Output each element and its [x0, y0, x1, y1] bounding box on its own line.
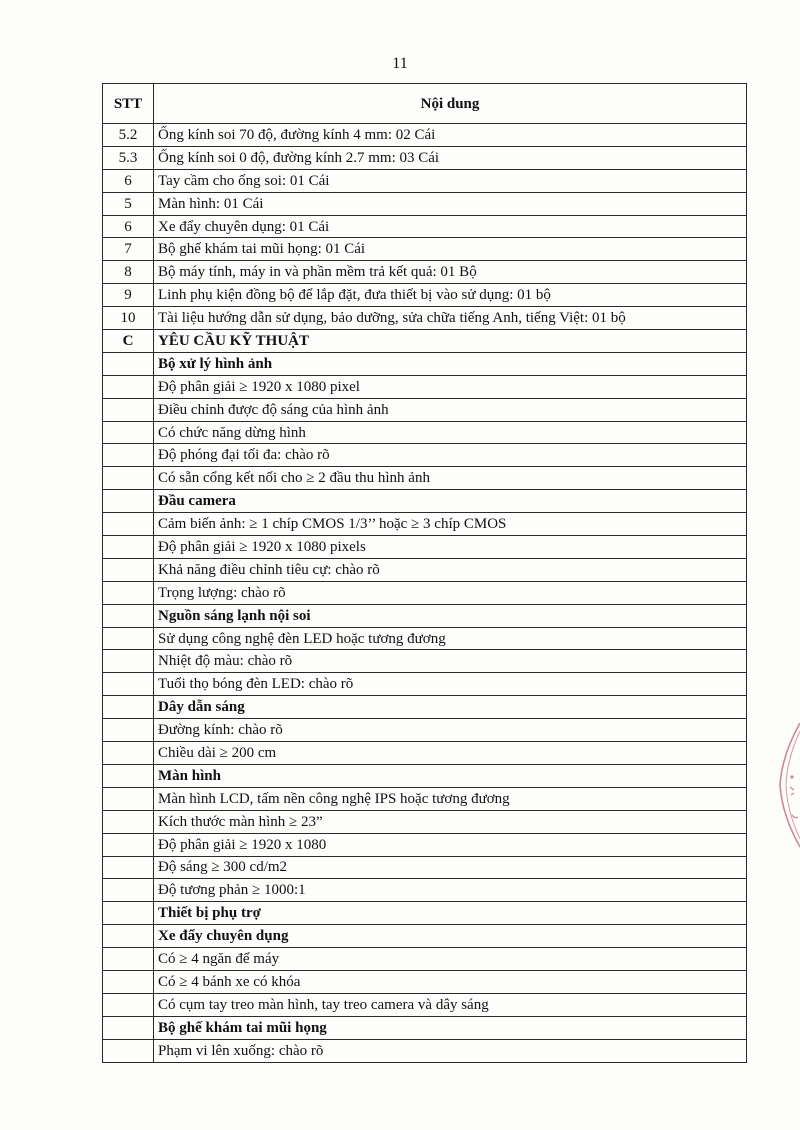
row-content: Bộ máy tính, máy in và phần mềm trả kết quả: 01 Bộ [154, 261, 747, 284]
seal-stamp-fragment [770, 715, 800, 855]
row-content: Chiều dài ≥ 200 cm [154, 742, 747, 765]
row-content: Đầu camera [154, 490, 747, 513]
row-content: Bộ ghế khám tai mũi họng [154, 1016, 747, 1039]
row-content: Bộ xử lý hình ảnh [154, 352, 747, 375]
header-content: Nội dung [154, 84, 747, 124]
row-content: Có cụm tay treo màn hình, tay treo camera và dây sáng [154, 993, 747, 1016]
table-row [103, 490, 747, 513]
row-stt [103, 925, 154, 948]
row-content: Nguồn sáng lạnh nội soi [154, 604, 747, 627]
table-row [103, 215, 747, 238]
row-content: Độ sáng ≥ 300 cd/m2 [154, 856, 747, 879]
table-row [103, 581, 747, 604]
row-stt [103, 490, 154, 513]
table-row [103, 604, 747, 627]
row-stt [103, 970, 154, 993]
row-content: Đường kính: chào rõ [154, 719, 747, 742]
row-content: Ống kính soi 70 độ, đường kính 4 mm: 02 Cái [154, 124, 747, 147]
table-row [103, 284, 747, 307]
row-content: Có chức năng dừng hình [154, 421, 747, 444]
row-content: Độ phân giải ≥ 1920 x 1080 pixel [154, 375, 747, 398]
table-row [103, 192, 747, 215]
table-row [103, 124, 747, 147]
table-row [103, 330, 747, 353]
row-content: Có ≥ 4 ngăn để máy [154, 948, 747, 971]
row-content: Ống kính soi 0 độ, đường kính 2.7 mm: 03 Cái [154, 146, 747, 169]
row-stt [103, 879, 154, 902]
table-row [103, 993, 747, 1016]
table-row [103, 375, 747, 398]
table-row [103, 764, 747, 787]
row-stt [103, 1039, 154, 1062]
row-stt [103, 1016, 154, 1039]
row-stt [103, 833, 154, 856]
row-stt [103, 764, 154, 787]
row-stt [103, 993, 154, 1016]
row-content: Linh phụ kiện đồng bộ để lắp đặt, đưa thiết bị vào sử dụng: 01 bộ [154, 284, 747, 307]
table-row [103, 513, 747, 536]
table-row [103, 398, 747, 421]
row-content: Độ phóng đại tối đa: chào rõ [154, 444, 747, 467]
table-row [103, 719, 747, 742]
row-stt: 10 [103, 307, 154, 330]
row-content: Khả năng điều chỉnh tiêu cự: chào rõ [154, 558, 747, 581]
table-row [103, 352, 747, 375]
row-stt [103, 581, 154, 604]
row-stt: 6 [103, 169, 154, 192]
row-stt [103, 421, 154, 444]
table-row [103, 238, 747, 261]
table-row [103, 558, 747, 581]
row-content: Độ phân giải ≥ 1920 x 1080 pixels [154, 536, 747, 559]
row-content: Xe đẩy chuyên dụng [154, 925, 747, 948]
row-content: Thiết bị phụ trợ [154, 902, 747, 925]
row-stt [103, 398, 154, 421]
table-row [103, 1016, 747, 1039]
row-stt [103, 650, 154, 673]
row-stt [103, 810, 154, 833]
table-row [103, 467, 747, 490]
page-number: 11 [392, 55, 408, 72]
row-stt: 8 [103, 261, 154, 284]
row-stt: 7 [103, 238, 154, 261]
table-header-row [103, 84, 747, 124]
row-stt: 5 [103, 192, 154, 215]
row-content: Bộ ghế khám tai mũi họng: 01 Cái [154, 238, 747, 261]
row-stt [103, 558, 154, 581]
row-stt: 5.2 [103, 124, 154, 147]
row-stt [103, 467, 154, 490]
row-content: Trọng lượng: chào rõ [154, 581, 747, 604]
row-stt [103, 604, 154, 627]
table-body [103, 124, 747, 1063]
table-row [103, 169, 747, 192]
row-stt [103, 742, 154, 765]
row-stt: C [103, 330, 154, 353]
row-content: Phạm vi lên xuống: chào rõ [154, 1039, 747, 1062]
table-row [103, 902, 747, 925]
row-stt [103, 627, 154, 650]
table-row [103, 261, 747, 284]
table-row [103, 948, 747, 971]
row-stt: 6 [103, 215, 154, 238]
table-row [103, 787, 747, 810]
row-stt [103, 948, 154, 971]
row-content: Dây dẫn sáng [154, 696, 747, 719]
table-row [103, 146, 747, 169]
row-stt [103, 352, 154, 375]
header-stt: STT [103, 84, 154, 124]
row-stt [103, 787, 154, 810]
row-stt [103, 902, 154, 925]
row-stt [103, 856, 154, 879]
table-row [103, 856, 747, 879]
row-content: Cảm biến ảnh: ≥ 1 chíp CMOS 1/3’’ hoặc ≥ 3 chíp CMOS [154, 513, 747, 536]
row-content: Tay cầm cho ống soi: 01 Cái [154, 169, 747, 192]
row-content: Màn hình [154, 764, 747, 787]
spec-table [102, 83, 747, 1063]
row-stt [103, 696, 154, 719]
table-row [103, 879, 747, 902]
table-row [103, 833, 747, 856]
row-stt: 9 [103, 284, 154, 307]
row-content: Có ≥ 4 bánh xe có khóa [154, 970, 747, 993]
row-stt [103, 719, 154, 742]
row-content: Tài liệu hướng dẫn sử dụng, bảo dưỡng, sửa chữa tiếng Anh, tiếng Việt: 01 bộ [154, 307, 747, 330]
table-row [103, 650, 747, 673]
row-content: Màn hình: 01 Cái [154, 192, 747, 215]
table-row [103, 536, 747, 559]
row-content: Có sẵn cổng kết nối cho ≥ 2 đầu thu hình ảnh [154, 467, 747, 490]
row-content: YÊU CẦU KỸ THUẬT [154, 330, 747, 353]
row-content: Độ tương phản ≥ 1000:1 [154, 879, 747, 902]
table-row [103, 742, 747, 765]
table-row [103, 627, 747, 650]
table-row [103, 673, 747, 696]
row-content: Màn hình LCD, tấm nền công nghệ IPS hoặc tương đương [154, 787, 747, 810]
row-content: Xe đẩy chuyên dụng: 01 Cái [154, 215, 747, 238]
row-content: Độ phân giải ≥ 1920 x 1080 [154, 833, 747, 856]
table-row [103, 925, 747, 948]
row-content: Điều chỉnh được độ sáng của hình ảnh [154, 398, 747, 421]
row-stt [103, 375, 154, 398]
row-stt [103, 673, 154, 696]
row-stt [103, 536, 154, 559]
table-row [103, 696, 747, 719]
row-stt [103, 513, 154, 536]
table-row [103, 307, 747, 330]
row-content: Tuổi thọ bóng đèn LED: chào rõ [154, 673, 747, 696]
table-row [103, 810, 747, 833]
row-stt: 5.3 [103, 146, 154, 169]
table-row [103, 970, 747, 993]
table-row [103, 444, 747, 467]
table-row [103, 421, 747, 444]
row-content: Nhiệt độ màu: chào rõ [154, 650, 747, 673]
row-stt [103, 444, 154, 467]
row-content: Kích thước màn hình ≥ 23” [154, 810, 747, 833]
row-content: Sử dụng công nghệ đèn LED hoặc tương đương [154, 627, 747, 650]
table-row [103, 1039, 747, 1062]
